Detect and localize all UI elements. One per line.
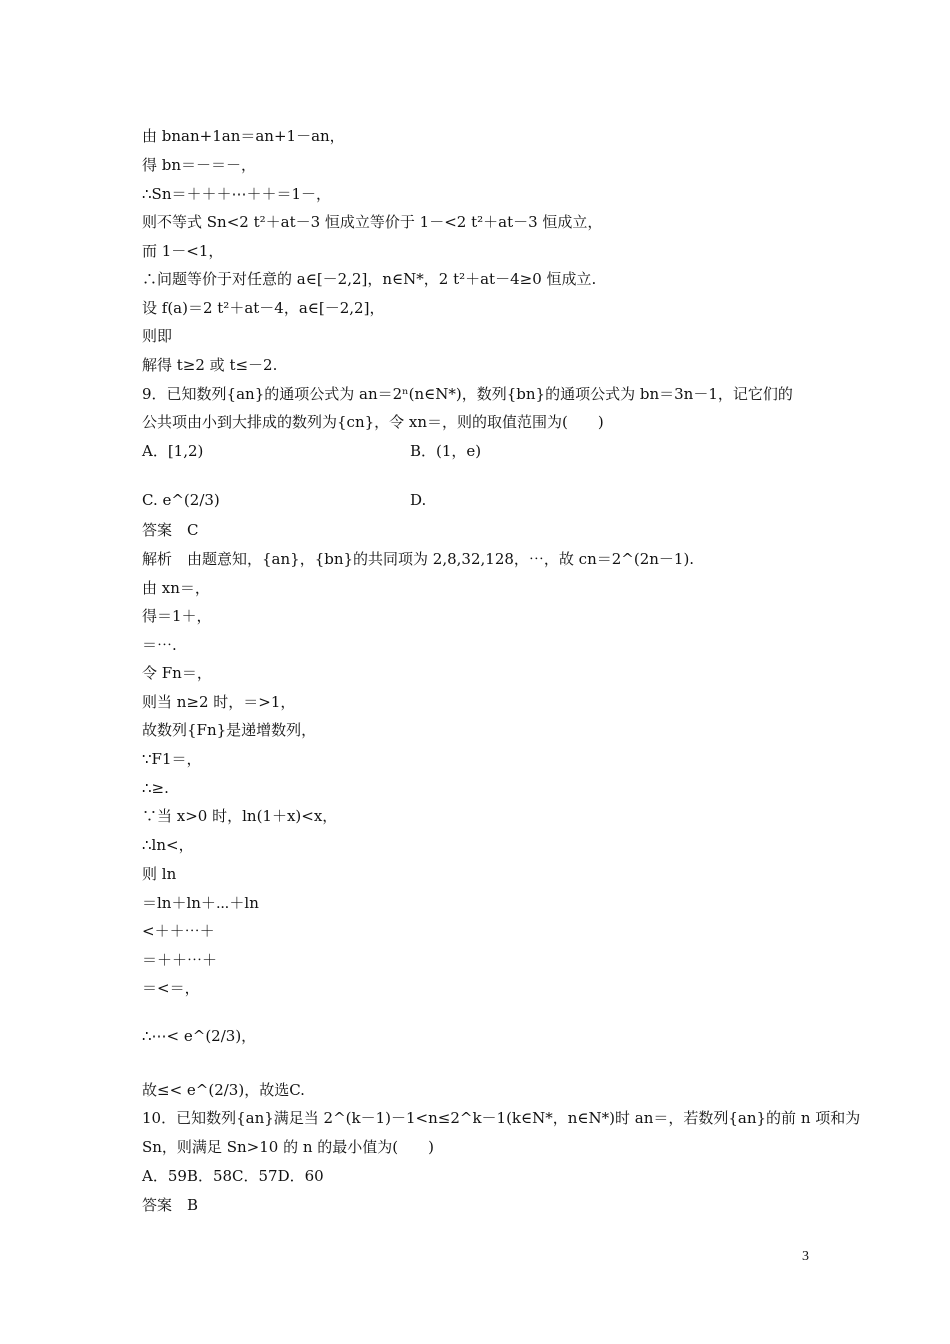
text-line: 而 1－<1，	[142, 242, 224, 260]
text-line: 由 xn＝，	[142, 579, 210, 597]
option-b: B．(1，e)	[410, 442, 482, 460]
text-line: 令 Fn＝，	[142, 664, 212, 682]
text-line: ∴Sn＝＋＋＋⋯＋＋＝1－，	[142, 185, 332, 203]
text-line: 得＝1＋，	[142, 607, 212, 625]
text-line: ＝ln＋ln＋⋯＋ln	[142, 894, 259, 912]
text-line: ∴ln<，	[142, 836, 194, 854]
text-line: 则即	[142, 327, 173, 345]
text-line: 则当 n≥2 时，＝>1，	[142, 693, 296, 711]
text-line: 解得 t≥2 或 t≤－2.	[142, 356, 278, 374]
text-line: ∵F1＝，	[142, 750, 202, 768]
option-c: C. e^(2/3)	[142, 491, 220, 509]
text-line: 设 f(a)＝2 t²＋at－4，a∈[－2,2]，	[142, 299, 385, 317]
text-line: 得 bn＝－＝－，	[142, 156, 257, 174]
answer-line: 答案 B	[142, 1196, 199, 1214]
text-line: ＝<＝，	[142, 979, 200, 997]
question-10: 10．已知数列{an}满足当 2^(k－1)－1<n≤2^k－1(k∈N*，n∈N*)时 an＝，若数列{an}的前 n 项和为	[142, 1109, 861, 1127]
text-line: ∴问题等价于对任意的 a∈[－2,2]，n∈N*，2 t²＋at－4≥0 恒成立.	[142, 270, 597, 288]
answer-line: 答案 C	[142, 521, 199, 539]
text-line: ＝⋯.	[142, 636, 177, 654]
text-line: <＋＋⋯＋	[142, 922, 215, 940]
text-line: ∴≥.	[142, 779, 169, 797]
text-line: 故数列{Fn}是递增数列，	[142, 721, 317, 739]
analysis-line: 解析 由题意知，{an}，{bn}的共同项为 2,8,32,128，⋯，故 cn＝2^(2n－1).	[142, 550, 695, 568]
option-d: D.	[410, 491, 427, 509]
text-line: 则 ln	[142, 865, 177, 883]
text-line: ∵当 x>0 时，ln(1＋x)<x，	[142, 807, 338, 825]
text-line: ＝＋＋⋯＋	[142, 951, 218, 969]
text-line: Sn，则满足 Sn>10 的 n 的最小值为( )	[142, 1138, 434, 1156]
text-line: 由 bnan+1an＝an+1－an，	[142, 127, 345, 145]
text-line: 则不等式 Sn<2 t²＋at－3 恒成立等价于 1－<2 t²＋at－3 恒成立，	[142, 213, 603, 231]
text-line: ∴⋯< e^(2/3)，	[142, 1027, 257, 1045]
page-number: 3	[802, 1249, 809, 1264]
text-line: 公共项由小到大排成的数列为{cn}，令 xn＝，则的取值范围为( )	[142, 413, 604, 431]
option-a: A．[1,2)	[142, 442, 204, 460]
options-line: A．59B．58C．57D．60	[142, 1167, 324, 1185]
question-9: 9．已知数列{an}的通项公式为 an＝2ⁿ(n∈N*)，数列{bn}的通项公式为 bn＝3n－1，记它们的	[142, 385, 793, 403]
text-line: 故≤< e^(2/3)，故选C.	[142, 1081, 305, 1099]
